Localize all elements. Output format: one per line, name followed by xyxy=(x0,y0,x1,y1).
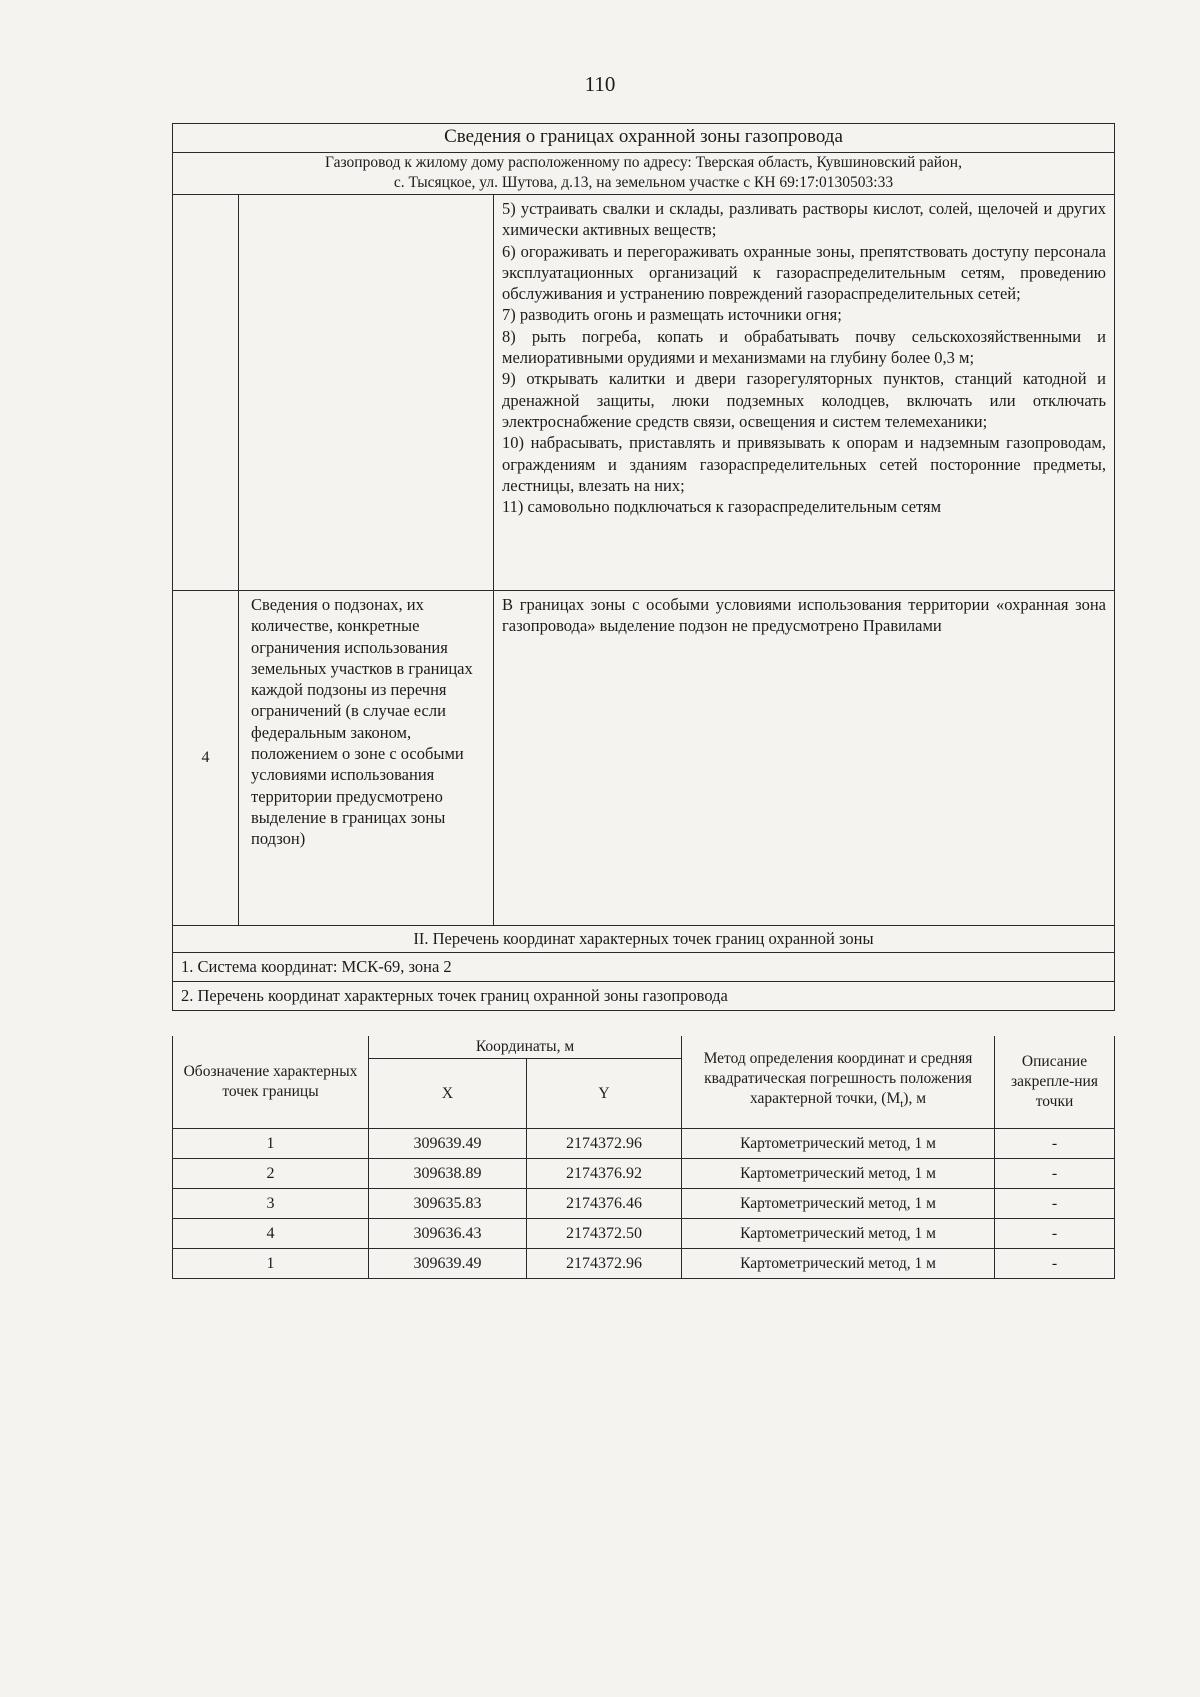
cell-x: 309636.43 xyxy=(369,1219,527,1249)
header-x: X xyxy=(369,1059,527,1129)
cell-desc: - xyxy=(995,1129,1115,1159)
header-y: Y xyxy=(527,1059,682,1129)
cell-y: 2174372.50 xyxy=(527,1219,682,1249)
coord-list-title: 2. Перечень координат характерных точек границ охранной зоны газопровода xyxy=(173,982,1115,1011)
restriction-item: 7) разводить огонь и размещать источники огня; xyxy=(502,305,842,325)
table-row xyxy=(173,1219,1115,1249)
empty-label-cell xyxy=(239,195,494,591)
restrictions-list xyxy=(494,195,1115,591)
restriction-item: 9) открывать калитки и двери газорегуляторных пунктов, станций катодной и дренажной защиты, люки подземных колодцев, включать или отключать электроснабжение средств связи, освещения и систем телемеханики; xyxy=(502,369,1107,431)
cell-method: Картометрический метод, 1 м xyxy=(682,1159,995,1189)
cell-x: 309639.49 xyxy=(369,1249,527,1279)
empty-number-cell xyxy=(173,195,239,591)
cell-desc: - xyxy=(995,1189,1115,1219)
cell-method: Картометрический метод, 1 м xyxy=(682,1129,995,1159)
cell-method: Картометрический метод, 1 м xyxy=(682,1249,995,1279)
restriction-item: 6) огораживать и перегораживать охранные зоны, препятствовать доступу персонала эксплуатационных организаций к газораспределительным сетям, проведению обслуживания и устранению повреждений газораспределительных сетей; xyxy=(502,241,1107,304)
cell-y: 2174372.96 xyxy=(527,1249,682,1279)
cell-method: Картометрический метод, 1 м xyxy=(682,1219,995,1249)
subzone-label: Сведения о подзонах, их количестве, конкретные ограничения использования земельных участков в границах каждой подзоны из перечня ограничений (в случае если федеральным законом, положением о зоне с особыми условиями использования территории предусмотрено выделение в границах зоны подзон) xyxy=(239,591,494,926)
subzone-number: 4 xyxy=(173,591,239,926)
table-row xyxy=(173,1129,1115,1159)
zone-info-table xyxy=(172,123,1115,1011)
page-number: 110 xyxy=(584,72,616,96)
cell-x: 309638.89 xyxy=(369,1159,527,1189)
cell-y: 2174376.92 xyxy=(527,1159,682,1189)
restriction-item: 5) устраивать свалки и склады, разливать растворы кислот, солей, щелочей и других химически активных веществ; xyxy=(502,199,1107,240)
cell-point: 4 xyxy=(173,1219,369,1249)
cell-desc: - xyxy=(995,1219,1115,1249)
table-title: Сведения о границах охранной зоны газопровода xyxy=(173,124,1115,153)
header-description: Описание закрепле-ния точки xyxy=(995,1036,1115,1129)
header-designation: Обозначение характерных точек границы xyxy=(173,1036,369,1129)
table-row xyxy=(173,1249,1115,1279)
cell-x: 309635.83 xyxy=(369,1189,527,1219)
table-row xyxy=(173,1189,1115,1219)
cell-point: 1 xyxy=(173,1129,369,1159)
cell-y: 2174376.46 xyxy=(527,1189,682,1219)
restriction-item: 11) самовольно подключаться к газораспределительным сетям xyxy=(502,497,942,517)
subtitle-line-2: с. Тысяцкое, ул. Шутова, д.13, на земельном участке с КН 69:17:0130503:33 xyxy=(393,174,894,191)
section-2-title: II. Перечень координат характерных точек границ охранной зоны xyxy=(173,926,1115,953)
cell-method: Картометрический метод, 1 м xyxy=(682,1189,995,1219)
coordinates-table xyxy=(172,1036,1115,1279)
header-coords: Координаты, м xyxy=(369,1036,682,1059)
table-subtitle xyxy=(173,153,1115,195)
cell-x: 309639.49 xyxy=(369,1129,527,1159)
coord-system: 1. Система координат: МСК-69, зона 2 xyxy=(173,953,1115,982)
restriction-item: 8) рыть погреба, копать и обрабатывать почву сельскохозяйственными и мелиоративными орудиями и механизмами на глубину более 0,3 м; xyxy=(502,326,1107,368)
subtitle-line-1: Газопровод к жилому дому расположенному по адресу: Тверская область, Кувшиновский район, xyxy=(325,154,962,171)
header-method: Метод определения координат и средняя квадратическая погрешность положения характерной точки, $(M_t)$, м xyxy=(682,1036,995,1129)
cell-desc: - xyxy=(995,1249,1115,1279)
cell-desc: - xyxy=(995,1159,1115,1189)
subzone-text: В границах зоны с особыми условиями использования территории «охранная зона газопровода» выделение подзон не предусмотрено Правилами xyxy=(494,591,1115,926)
restriction-item: 10) набрасывать, приставлять и привязывать к опорам и надземным газопроводам, ограждениям и зданиям газораспределительных сетей посторонние предметы, лестницы, влезать на них; xyxy=(502,433,1107,495)
cell-y: 2174372.96 xyxy=(527,1129,682,1159)
cell-point: 3 xyxy=(173,1189,369,1219)
cell-point: 1 xyxy=(173,1249,369,1279)
table-row xyxy=(173,1159,1115,1189)
cell-point: 2 xyxy=(173,1159,369,1189)
